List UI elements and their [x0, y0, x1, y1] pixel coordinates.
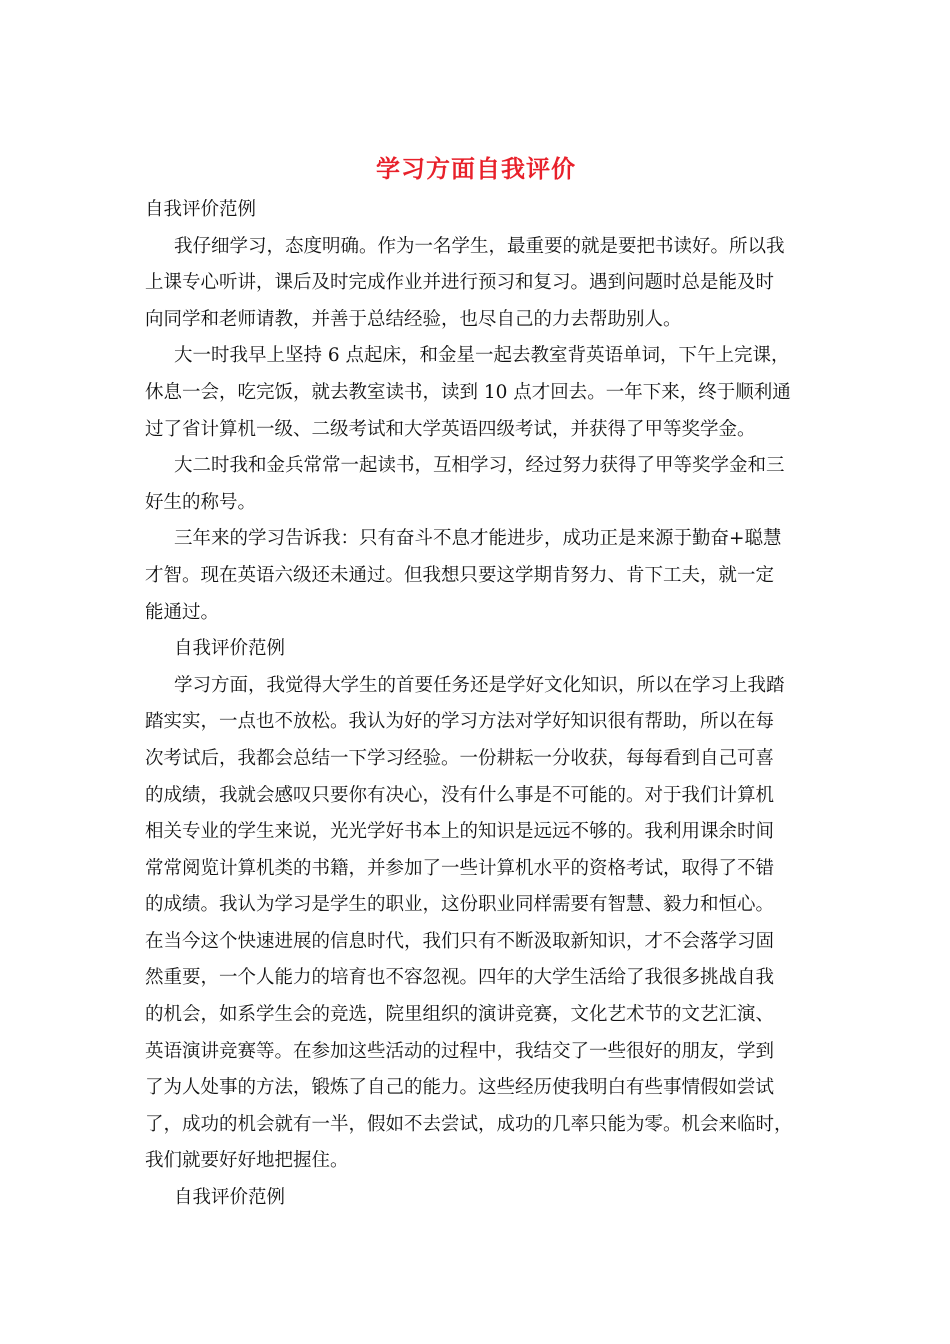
- text-line: 在当今这个快速进展的信息时代，我们只有不断汲取新知识，才不会落学习固: [145, 930, 775, 952]
- document-page: [145, 150, 807, 1217]
- text-line: 了为人处事的方法，锻炼了自己的能力。这些经历使我明白有些事情假如尝试: [145, 1077, 775, 1099]
- text-line: 大一时我早上坚持 6 点起床，和金星一起去教室背英语单词，下午上完课，: [174, 345, 790, 367]
- document-body: [145, 192, 807, 1217]
- text-line: 常常阅览计算机类的书籍，并参加了一些计算机水平的资格考试，取得了不错: [145, 857, 775, 879]
- text-line: 我们就要好好地把握住。: [145, 1150, 349, 1172]
- text-line: 上课专心听讲，课后及时完成作业并进行预习和复习。遇到问题时总是能及时: [145, 272, 775, 294]
- text-line: 休息一会，吃完饭，就去教室读书，读到 10 点才回去。一年下来，终于顺利通: [145, 381, 791, 403]
- text-line: 踏实实，一点也不放松。我认为好的学习方法对学好知识很有帮助，所以在每: [145, 711, 775, 733]
- text-line: 大二时我和金兵常常一起读书，互相学习，经过努力获得了甲等奖学金和三: [174, 455, 785, 477]
- text-line: 自我评价范例: [174, 638, 286, 660]
- text-line: 英语演讲竞赛等。在参加这些活动的过程中，我结交了一些很好的朋友，学到: [145, 1040, 775, 1062]
- text-line: 次考试后，我都会总结一下学习经验。一份耕耘一分收获，每每看到自己可喜: [145, 747, 775, 769]
- document-title: 学习方面自我评价: [376, 154, 576, 183]
- text-line: 才智。现在英语六级还未通过。但我想只要这学期肯努力、肯下工夫，就一定: [145, 564, 775, 586]
- text-line: 自我评价范例: [174, 1187, 286, 1209]
- text-line: 的成绩。我认为学习是学生的职业，这份职业同样需要有智慧、毅力和恒心。: [145, 894, 775, 916]
- text-line: 自我评价范例: [145, 199, 257, 220]
- text-line: 学习方面，我觉得大学生的首要任务还是学好文化知识，所以在学习上我踏: [174, 674, 785, 696]
- text-line: 然重要，一个人能力的培育也不容忽视。四年的大学生活给了我很多挑战自我: [145, 967, 775, 989]
- text-line: 好生的称号。: [145, 491, 257, 513]
- text-line: 三年来的学习告诉我：只有奋斗不息才能进步，成功正是来源于勤奋+聪慧: [174, 528, 782, 550]
- text-line: 相关专业的学生来说，光光学好书本上的知识是远远不够的。我利用课余时间: [145, 821, 775, 843]
- text-line: 过了省计算机一级、二级考试和大学英语四级考试，并获得了甲等奖学金。: [145, 418, 756, 440]
- text-line: 了，成功的机会就有一半，假如不去尝试，成功的几率只能为零。机会来临时，: [145, 1113, 793, 1135]
- text-line: 的成绩，我就会感叹只要你有决心，没有什么事是不可能的。对于我们计算机: [145, 784, 775, 806]
- text-line: 我仔细学习，态度明确。作为一名学生，最重要的就是要把书读好。所以我: [174, 235, 785, 257]
- text-line: 的机会，如系学生会的竞选，院里组织的演讲竞赛，文化艺术节的文艺汇演、: [145, 1004, 775, 1026]
- text-line: 能通过。: [145, 601, 220, 623]
- text-line: 向同学和老师请教，并善于总结经验，也尽自己的力去帮助别人。: [145, 308, 682, 330]
